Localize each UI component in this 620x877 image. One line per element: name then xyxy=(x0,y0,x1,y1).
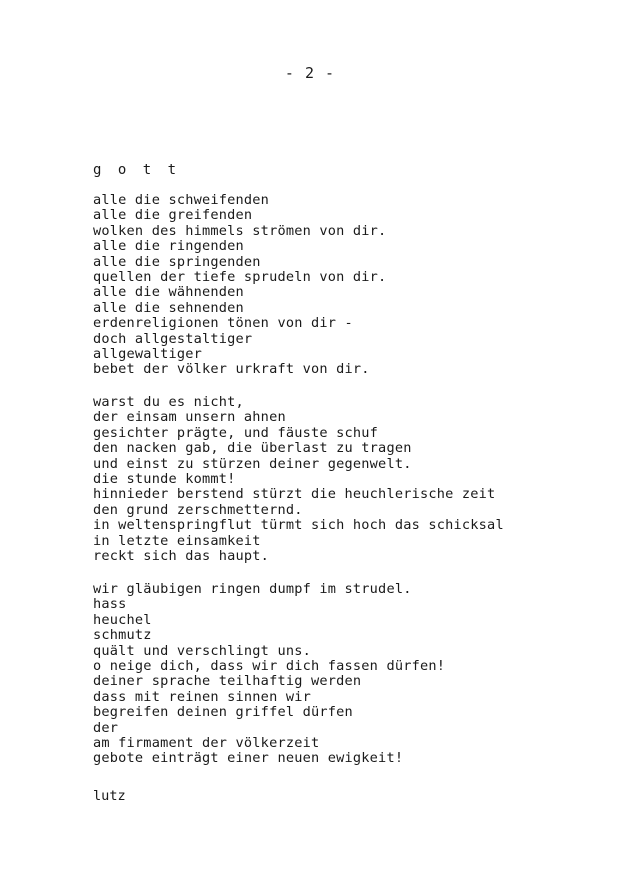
poem-line: begreifen deinen griffel dürfen xyxy=(93,704,353,721)
poem-line: alle die greifenden xyxy=(93,207,253,224)
poem-line: bebet der völker urkraft von dir. xyxy=(93,361,370,378)
stanza-3 xyxy=(93,582,445,767)
poem-line: o neige dich, dass wir dich fassen dürfen! xyxy=(93,658,446,675)
poem-line: der xyxy=(93,719,119,736)
poem-line: hinnieder berstend stürzt die heuchlerische zeit xyxy=(93,486,496,503)
poem-line: den nacken gab, die überlast zu tragen xyxy=(93,440,412,457)
poem-line: alle die sehnenden xyxy=(93,299,244,316)
poem-line: am firmament der völkerzeit xyxy=(93,735,320,752)
poem-title: g o t t xyxy=(93,162,181,178)
poem-line: allgewaltiger xyxy=(93,346,202,363)
poem-line: hass xyxy=(93,596,127,613)
author-signature: lutz xyxy=(93,788,126,804)
poem-line: alle die springenden xyxy=(93,253,261,270)
poem-line: wir gläubigen ringen dumpf im strudel. xyxy=(93,581,412,597)
poem-line: in weltenspringflut türmt sich hoch das schicksal xyxy=(93,517,504,534)
poem-line: alle die wähnenden xyxy=(93,284,244,301)
poem-line: doch allgestaltiger xyxy=(93,330,253,347)
poem-line: reckt sich das haupt. xyxy=(93,548,270,565)
poem-line: der einsam unsern ahnen xyxy=(93,409,286,426)
poem-line: erdenreligionen tönen von dir - xyxy=(93,315,353,332)
poem-line: und einst zu stürzen deiner gegenwelt. xyxy=(93,455,412,472)
page-number: - 2 - xyxy=(284,64,336,82)
poem-line: dass mit reinen sinnen wir xyxy=(93,688,311,705)
poem-line: gebote einträgt einer neuen ewigkeit! xyxy=(93,750,404,767)
poem-line: in letzte einsamkeit xyxy=(93,532,261,549)
poem-line: warst du es nicht, xyxy=(93,394,244,410)
poem-line: den grund zerschmetternd. xyxy=(93,501,303,518)
stanza-2 xyxy=(93,395,504,564)
poem-line: die stunde kommt! xyxy=(93,471,236,488)
poem-line: quält und verschlingt uns. xyxy=(93,642,311,659)
poem-line: heuchel xyxy=(93,611,152,628)
poem-line: alle die schweifenden xyxy=(93,192,270,208)
poem-line: alle die ringenden xyxy=(93,238,244,255)
poem-line: quellen der tiefe sprudeln von dir. xyxy=(93,269,387,286)
poem-line: deiner sprache teilhaftig werden xyxy=(93,673,362,690)
poem-line: schmutz xyxy=(93,627,152,644)
poem-line: gesichter prägte, und fäuste schuf xyxy=(93,424,379,441)
poem-line: wolken des himmels strömen von dir. xyxy=(93,222,387,239)
stanza-1 xyxy=(93,193,386,378)
